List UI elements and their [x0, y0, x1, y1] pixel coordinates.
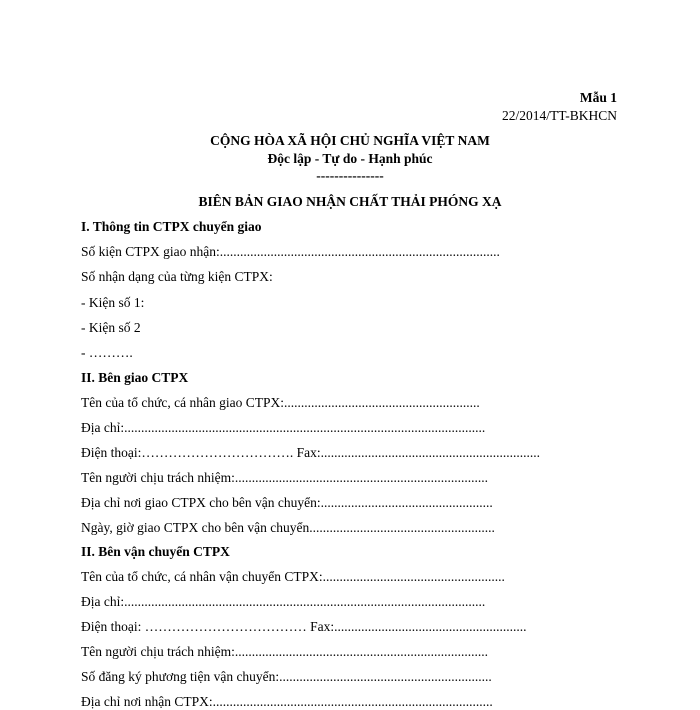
- form-line: - Kiện số 2: [81, 320, 141, 335]
- form-line: Số nhận dạng của từng kiện CTPX:: [81, 269, 273, 284]
- section-heading-transfer-info: I. Thông tin CTPX chuyển giao: [81, 219, 262, 234]
- form-line: Địa chỉ:...........................................................................................................: [81, 594, 486, 609]
- form-line: Tên người chịu trách nhiệm:...........................................................................: [81, 644, 489, 659]
- circular-number: 22/2014/TT-BKHCN: [501, 108, 617, 123]
- form-number: Mẫu 1: [579, 90, 617, 105]
- header-divider: ---------------: [316, 168, 384, 183]
- section-heading-carrier: II. Bên vận chuyển CTPX: [81, 544, 230, 559]
- form-line: - ……….: [81, 345, 133, 360]
- form-line: Điện thoại:……………………………. Fax:.................................................................: [81, 445, 540, 460]
- document-title: BIÊN BẢN GIAO NHẬN CHẤT THẢI PHÓNG XẠ: [198, 194, 502, 209]
- form-line: Ngày, giờ giao CTPX cho bên vận chuyển.......................................................: [81, 520, 495, 535]
- section-heading-sender: II. Bên giao CTPX: [81, 370, 189, 385]
- national-motto: Độc lập - Tự do - Hạnh phúc: [267, 151, 433, 166]
- form-line: Số kiện CTPX giao nhận:...................................................................................: [81, 244, 500, 259]
- form-line: Địa chỉ nơi giao CTPX cho bên vận chuyển:...................................................: [81, 495, 493, 510]
- form-line: Số đăng ký phương tiện vận chuyển:...............................................................: [81, 669, 492, 684]
- form-line: Điện thoại: ……………………………… Fax:.........................................................: [81, 619, 527, 634]
- form-line: Tên người chịu trách nhiệm:...........................................................................: [81, 470, 489, 485]
- form-line: - Kiện số 1:: [81, 295, 145, 310]
- form-line: Tên của tổ chức, cá nhân vận chuyển CTPX:......................................................: [81, 569, 505, 584]
- form-line: Địa chỉ nơi nhận CTPX:...................................................................................: [81, 694, 493, 709]
- form-line: Tên của tổ chức, cá nhân giao CTPX:..........................................................: [81, 395, 480, 410]
- country-name: CỘNG HÒA XÃ HỘI CHỦ NGHĨA VIỆT NAM: [210, 133, 490, 148]
- form-line: Địa chỉ:...........................................................................................................: [81, 420, 486, 435]
